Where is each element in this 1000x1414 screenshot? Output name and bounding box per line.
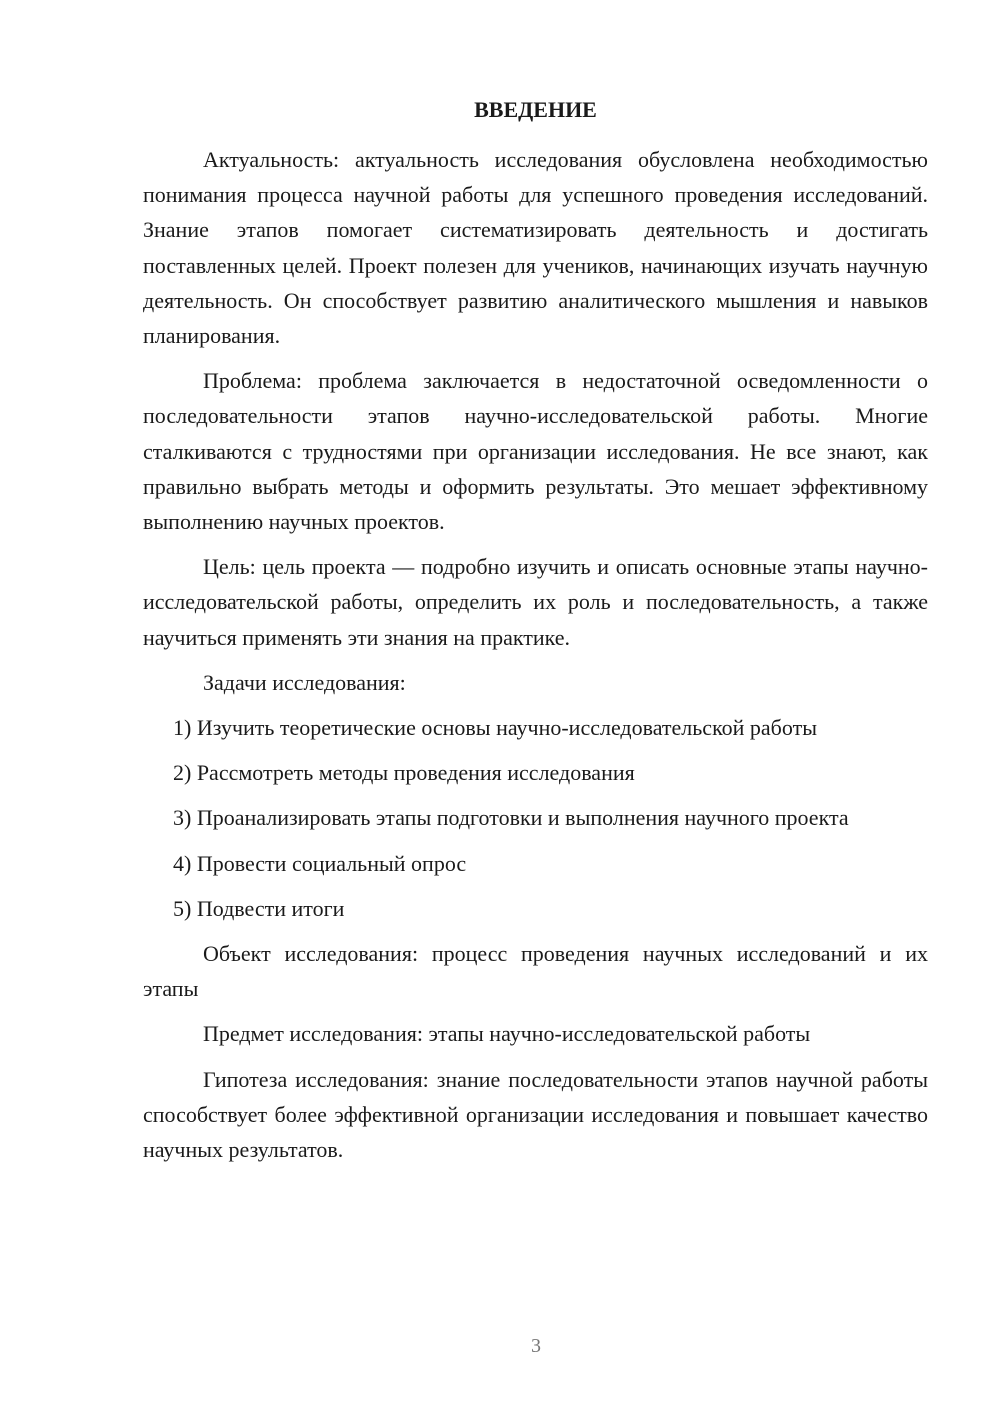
task-item-5: 5) Подвести итоги bbox=[173, 895, 345, 921]
task-item-4: 4) Провести социальный опрос bbox=[173, 850, 467, 876]
task-item-2: 2) Рассмотреть методы проведения исследования bbox=[173, 760, 635, 786]
tasks-heading: Задачи исследования: bbox=[203, 669, 406, 695]
object-paragraph: Объект исследования: процесс проведения научных исследований и их этапы bbox=[143, 941, 928, 1002]
hypothesis-paragraph: Гипотеза исследования: знание последовательности этапов научной работы способствует более эффективной организации исследования и повышает качество научных результатов. bbox=[143, 1066, 928, 1163]
page-number: 3 bbox=[531, 1335, 541, 1357]
subject-paragraph: Предмет исследования: этапы научно-исследовательской работы bbox=[203, 1021, 811, 1047]
problem-paragraph: Проблема: проблема заключается в недостаточной осведомленности о последовательности этапов научно-исследовательской работы. Многие сталкиваются с трудностями при организации исследования. Не все знают, как правильно выбрать методы и оформить результаты. Это мешает эффективному выполнению научных проектов. bbox=[143, 368, 928, 535]
section-title: ВВЕДЕНИЕ bbox=[474, 97, 597, 122]
task-item-1: 1) Изучить теоретические основы научно-исследовательской работы bbox=[173, 715, 817, 741]
body-text bbox=[143, 142, 928, 1177]
relevance-paragraph: Актуальность: актуальность исследования обусловлена необходимостью понимания процесса научной работы для успешного проведения исследований. Знание этапов помогает систематизировать деятельность и достигать поставленных целей. Проект полезен для учеников, начинающих изучать научную деятельность. Он способствует развитию аналитического мышления и навыков планирования. bbox=[143, 147, 928, 349]
goal-paragraph: Цель: цель проекта — подробно изучить и описать основные этапы научно-исследовательской работы, определить их роль и последовательность, а также научиться применять эти знания на практике. bbox=[143, 554, 928, 650]
task-item-3: 3) Проанализировать этапы подготовки и выполнения научного проекта bbox=[173, 805, 849, 831]
